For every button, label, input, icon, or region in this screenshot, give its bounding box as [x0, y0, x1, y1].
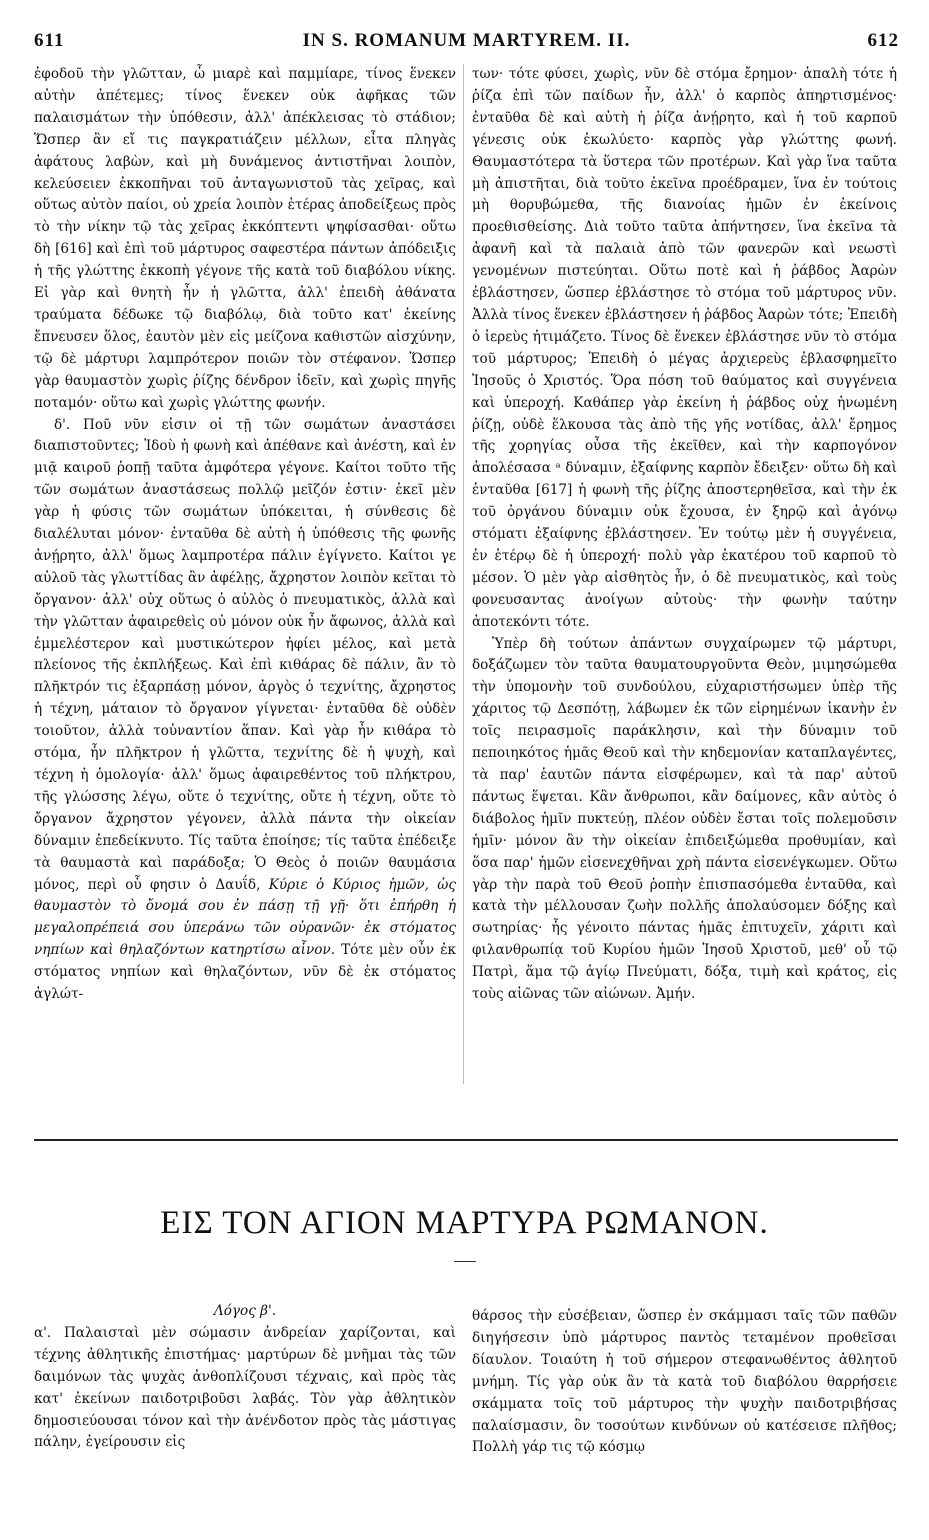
- section-rule: [34, 1139, 898, 1141]
- bottom-left-paragraph: α'. Παλαισταὶ μὲν σώμασιν ἀνδρείαν χαρίζονται, καὶ τέχνης ἀθλητικῆς ἐπιστήμας· μαρτύρων δὲ μνῆμαι τὰς τῶν δαιμόνων τὰς ψυχὰς ἀνθοπλίζουσι τέχναις, καὶ πρὸς τὰς κατ' ἐκείνων παιδοτριβοῦσι λαβάς. Τὸν γὰρ ἀθλητικὸν δημοσιεύουσαι τόνον καὶ τὴν ἀνένδοτον πρὸς τὰς μάστιγας πάλην, ἐγείρουσιν εἰς: [34, 1324, 456, 1451]
- title-dash: [454, 1261, 476, 1262]
- page-number-left: 611: [34, 30, 65, 51]
- right-column: [472, 64, 897, 1006]
- psalm-quote: Κύριε ὁ Κύριος ἡμῶν, ὡς θαυμαστὸν τὸ ὄνομά σου ἐν πάσῃ τῇ γῇ· ὅτι ἐπήρθη ἡ μεγαλοπρέπειά σου ὑπεράνω τῶν οὐρανῶν· ἐκ στόματος νηπίων καὶ θηλαζόντων κατηρτίσω αἶνον.: [34, 876, 456, 959]
- left-paragraph-2-end: Τότε μὲν οὖν ἐκ στόματος νηπίων καὶ θηλαζόντων, νῦν δὲ ἐκ στόματος ἀγλώτ-: [34, 942, 456, 1003]
- bottom-right-column: [472, 1306, 897, 1459]
- left-paragraph-2-text: δ'. Ποῦ νῦν εἰσιν οἱ τῇ τῶν σωμάτων ἀναστάσει διαπιστοῦντες; Ἰδοὺ ἡ φωνὴ καὶ ἀπέθανε καὶ ἀνέστη, καὶ ἐν μιᾷ καιροῦ ῥοπῇ ταῦτα ἀμφότερα γέγονε. Καίτοι τοῦτο τῆς τῶν σωμάτων ἀναστάσεως πολλῷ μεῖζόν ἐστιν· ἐκεῖ μὲν γὰρ ἡ φύσις τῶν σωμάτων ὑπόκειται, ἡ σύνθεσις δὲ διαλέλυται μόνον· ἐνταῦθα δὲ αὐτὴ ἡ ὑπόθεσις τῆς φωνῆς ἀνῄρητο, ἀλλ' ὅμως λαμπροτέρα πάλιν ἐγίγνετο. Καίτοι γε αὐλοῦ τὰς γλωττίδας ἂν ἀφέλῃς, ἄχρηστον λοιπὸν κεῖται τὸ ὄργανον· ἀλλ' οὐχ οὕτως ὁ αὐλὸς ὁ πνευματικὸς, ἀλλὰ καὶ τὴν γλῶτταν ἀφαιρεθεὶς οὐ μόνον οὐκ ἦν ἄφωνος, ἀλλὰ καὶ ἐμμελέστερον καὶ μυστικώτερον ἠφίει μέλος, καὶ μετὰ πλείονος τῆς ἐκπλήξεως. Καὶ ἐπὶ κιθάρας δὲ πάλιν, ἂν τὸ πλῆκτρόν τις ἐξαρπάσῃ μόνον, ἀργὸς ὁ τεχνίτης, ἄχρηστος ἡ τέχνη, μάταιον τὸ ὄργανον γίγνεται· ἐνταῦθα δὲ οὐδὲν τοιοῦτον, ἀλλὰ τοὐναντίον ἅπαν. Καὶ γὰρ ἦν κιθάρα τὸ στόμα, ἦν πλῆκτρον ἡ γλῶττα, τεχνίτης δὲ ἡ ψυχὴ, καὶ τέχνη ἡ ὁμολογία· ἀλλ' ὅμως ἀφαιρεθέντος τοῦ πλήκτρου, τῆς γλώσσης λέγω, οὔτε ὁ τεχνίτης, οὔτε ἡ τέχνη, οὔτε τὸ ὄργανον ἄχρηστον γέγονεν, ἀλλὰ πάντα τὴν οἰκείαν δύναμιν ἐπεδείκνυτο. Τίς ταῦτα ἐποίησε; τίς ταῦτα ἐπέδειξε τὰ θαυμαστὰ καὶ παράδοξα; Ὁ Θεὸς ὁ ποιῶν θαυμάσια μόνος, περὶ οὗ φησιν ὁ Δαυΐδ,: [34, 416, 456, 893]
- right-paragraph-2: Ὑπὲρ δὴ τούτων ἁπάντων συγχαίρωμεν τῷ μάρτυρι, δοξάζωμεν τὸν ταῦτα θαυματουργοῦντα Θεὸν, μιμησώμεθα τὴν ὑπομονὴν τοῦ συνδούλου, εὐχαριστήσωμεν ὑπὲρ τῆς χάριτος τῷ Δεσπότῃ, λάβωμεν ἐκ τῶν εἰρημένων ἱκανὴν ἐν τοῖς πειρασμοῖς παράκλησιν, καὶ τὴν δύναμιν τοῦ πεποιηκότος ἡμᾶς Θεοῦ καὶ τὴν κηδεμονίαν καταπλαγέντες, τὰ παρ' ἑαυτῶν πάντα εἰσφέρωμεν, καὶ τὰ παρ' αὐτοῦ πάντως ἕψεται. Κἂν ἄνθρωποι, κἂν δαίμονες, κἂν αὐτὸς ὁ διάβολος ἡμῖν πυκτεύῃ, πλέον οὐδὲν ἔσται τοῖς πολεμοῦσιν ἡμῖν· μόνον ἂν τὴν οἰκείαν ἐπιδειξώμεθα προθυμίαν, καὶ ὅσα παρ' ἡμῶν εἰσενεχθῆναι χρὴ πάντα εἰσενέγκωμεν. Οὕτω γὰρ τὴν παρὰ τοῦ Θεοῦ ῥοπὴν ἐπισπασόμεθα ἐνταῦθα, καὶ κατὰ τὴν μέλλουσαν ζωὴν πολλῆς ἀπολαύσομεν δόξης καὶ σωτηρίας· ἧς γένοιτο πάντας ἡμᾶς ἐπιτυχεῖν, χάριτι καὶ φιλανθρωπίᾳ τοῦ Κυρίου ἡμῶν Ἰησοῦ Χριστοῦ, μεθ' οὗ τῷ Πατρὶ, ἅμα τῷ ἁγίῳ Πνεύματι, δόξα, τιμὴ καὶ κράτος, εἰς τοὺς αἰῶνας τῶν αἰώνων. Ἀμήν.: [472, 635, 897, 1003]
- running-title: IN S. ROMANUM MARTYREM. II.: [302, 30, 631, 51]
- running-head: [34, 30, 899, 56]
- right-paragraph-1: των· τότε φύσει, χωρὶς, νῦν δὲ στόμα ἔρημον· ἁπαλὴ τότε ἡ ῥίζα ἐπὶ τῶν παίδων ἦν, ἀλλ' ὁ καρπὸς ἀπηρτισμένος· ἐνταῦθα δὲ καὶ αὐτὴ ἡ ῥίζα ἀνῄρητο, καὶ ἡ τοῦ καρποῦ γένεσις οὐκ ἐκωλύετο· καρπὸς γὰρ γλώττης φωνή. Θαυμαστότερα τὰ ὕστερα τῶν προτέρων. Καὶ γὰρ ἵνα ταῦτα μὴ ἀπιστῆται, διὰ τοῦτο ἐκεῖνα προέδραμεν, ἵνα ἐν τούτοις μὴ θορυβώμεθα, τῆς διανοίας ἡμῶν ἐν ἐκείνοις προεθισθείσης. Διὰ τοῦτο ταῦτα ἀπήντησεν, ἵνα ἐκεῖνα τὰ ἀφανῆ καὶ τὰ παλαιὰ ἀπὸ τῶν φανερῶν καὶ νεωστὶ γενομένων πιστεύηται. Οὕτω ποτὲ καὶ ἡ ῥάβδος Ἀαρὼν ἐβλάστησεν, ὥσπερ ἐβλάστησε τὸ στόμα τοῦ μάρτυρος νῦν. Ἀλλὰ τίνος ἕνεκεν ἐβλάστησεν ἡ ῥάβδος Ἀαρὼν τότε; Ἐπειδὴ ὁ ἱερεὺς ἠτιμάζετο. Τίνος δὲ ἕνεκεν ἐβλάστησε νῦν τὸ στόμα τοῦ μάρτυρος; Ἐπειδὴ ὁ μέγας ἀρχιερεὺς ἐβλασφημεῖτο Ἰησοῦς ὁ Χριστός. Ὅρα πόση τοῦ θαύματος καὶ συγγένεια καὶ ὑπεροχή. Καθάπερ γὰρ ἐκείνη ἡ ῥάβδος οὐχ ἡνωμένη ῥίζῃ, οὐδὲ ἕλκουσα τὰς ἀπὸ τῆς γῆς νοτίδας, ἀλλ' ἔρημος τῆς χορηγίας οὖσα τῆς ἐκεῖθεν, καὶ τὴν καρπογόνον ἀπολέσασα ᵃ δύναμιν, ἐξαίφνης καρπὸν ἔδειξεν· οὕτω δὴ καὶ ἐνταῦθα [617] ἡ φωνὴ τῆς ῥίζης ἀποστερηθεῖσα, καὶ τὴν ἐκ τοῦ ὀργάνου δύναμιν οὐκ ἔχουσα, ἐν ξηρῷ καὶ ἀγόνῳ στόματι ἐξαίφνης ἐβλάστησεν. Ἐν τούτῳ μὲν ἡ συγγένεια, ἐν ἑτέρῳ δὲ ἡ ὑπεροχή· πολὺ γὰρ ἑκατέρου τοῦ καρποῦ τὸ μέσον. Ὁ μὲν γὰρ αἰσθητὸς ἦν, ὁ δὲ πνευματικὸς, καὶ τοὺς φονευσαντας ἀνοίγων αὐτοὺς· τὴν φωνὴν ταύτην ἀποτεκόντι τότε.: [472, 66, 897, 630]
- left-paragraph-1: ἐφοδοῦ τὴν γλῶτταν, ὦ μιαρὲ καὶ παμμίαρε, τίνος ἕνεκεν αὐτὴν ἀπέτεμες; τίνος ἕνεκεν οὐκ ἀφῆκας τῶν παλαισμάτων τὴν ὑπόθεσιν, ἀλλ' ἀπέκλεισας τὸ στάδιον; Ὥσπερ ἂν εἴ τις παγκρατιάζειν μέλλων, εἶτα πληγὰς ἀφάτους λαβὼν, καὶ μὴ δυνάμενος ἀντιστῆναι λοιπὸν, κελεύσειεν ἐκκοπῆναι τοῦ ἀνταγωνιστοῦ τὰς χεῖρας, καὶ οὕτως αὐτὸν παίοι, οὐ χρεία λοιπὸν ἑτέρας ἀποδείξεως πρὸς τὸ τὴν νίκην τῷ τὰς χεῖρας ἐκκόπτεντι ψηφίσασθαι· οὕτω δὴ [616] καὶ ἐπὶ τοῦ μάρτυρος σαφεστέρα πάντων ἀπόδειξις ἡ τῆς γλώττης ἐκκοπὴ γέγονε τῆς κατὰ τοῦ διαβόλου νίκης. Εἰ γὰρ καὶ θνητὴ ἦν ἡ γλῶττα, ἀλλ' ἐπειδὴ ἀθάνατα τραύματα δέδωκε τῷ διαβόλῳ, διὰ τοῦτο κατ' ἐκείνης ἔπνευσεν ὅλος, ἑαυτὸν μὲν εἰς μείζονα καθιστῶν αἰσχύνην, τῷ δὲ μάρτυρι λαμπρότερον ποιῶν τὸν στέφανον. Ὥσπερ γὰρ θαυμαστὸν χωρὶς ῥίζης δένδρον ἰδεῖν, καὶ χωρὶς πηγῆς ποταμόν· οὕτω καὶ χωρὶς γλώττης φωνήν.: [34, 66, 456, 411]
- left-column: [34, 64, 456, 1006]
- bottom-right-paragraph: θάρσος τὴν εὐσέβειαν, ὥσπερ ἐν σκάμμασι ταῖς τῶν παθῶν διηγήσεσιν ὑπὸ μάρτυρος παντὸς τεταμένον προθεῖσαι δίαυλον. Τοιαύτη ἡ τοῦ σήμερον στεφανωθέντος ἀθλητοῦ μνήμη. Τίς γὰρ οὐκ ἂν τὰ κατὰ τοῦ διαβόλου θαρρήσειε σκάμματα τοῖς τοῦ μάρτυρος τὴν ψυχὴν παιδοτριβήσας παλαίσμασιν, ὃν τοσούτων κινδύνων οὐ κατέσεισε πλῆθος; Πολλὴ γάρ τις τῷ κόσμῳ: [472, 1308, 897, 1456]
- bottom-left-column: [34, 1301, 456, 1454]
- column-divider: [463, 64, 464, 1084]
- left-paragraph-2: [34, 415, 456, 1006]
- sermon-label: Λόγος β'.: [213, 1303, 277, 1319]
- page-number-right: 612: [867, 30, 899, 51]
- section-title: ΕΙΣ ΤΟΝ ΑΓΙΟΝ ΜΑΡΤΥΡΑ ΡΩΜΑΝΟΝ.: [160, 1205, 769, 1241]
